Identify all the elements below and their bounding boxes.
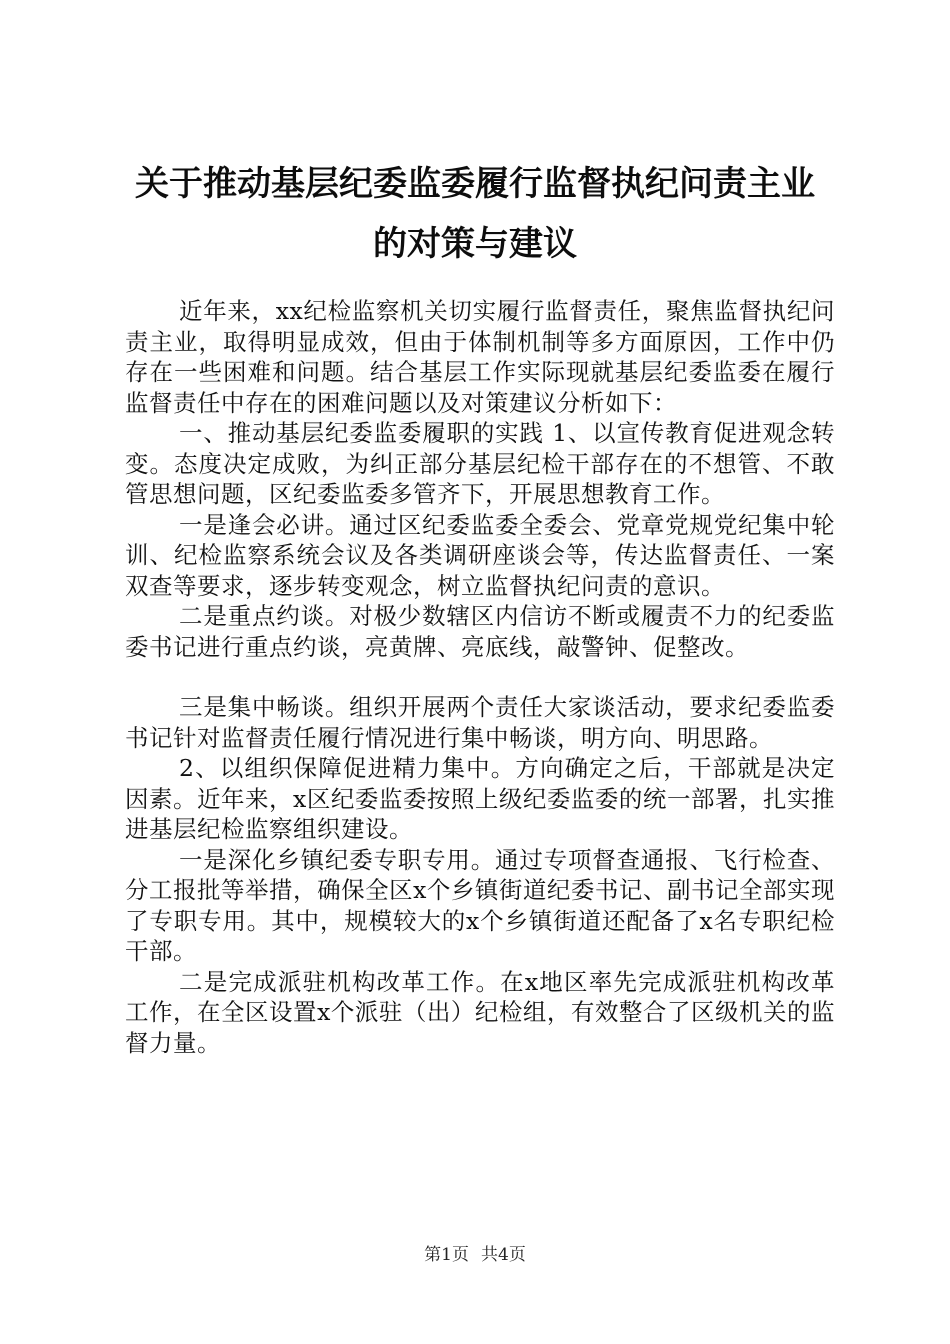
paragraph-section-2: 2、以组织保障促进精力集中。方向确定之后，干部就是决定因素。近年来，x区纪委监委按照上级纪委监委的统一部署，扎实推进基层纪检监察组织建设。 (125, 754, 835, 843)
page-total: 共4页 (481, 1245, 526, 1265)
paragraph-intro: 近年来，xx纪检监察机关切实履行监督责任，聚焦监督执纪问责主业，取得明显成效，但由于体制机制等多方面原因，工作中仍存在一些困难和问题。结合基层工作实际现就基层纪委监委在履行监督责任中存在的困难问题以及对策建议分析如下： (125, 297, 835, 417)
paragraph-item-4: 一是深化乡镇纪委专职专用。通过专项督查通报、飞行检查、分工报批等举措，确保全区x个乡镇街道纪委书记、副书记全部实现了专职专用。其中，规模较大的x个乡镇街道还配备了x名专职纪检干部。 (125, 845, 835, 965)
paragraph-item-3: 三是集中畅谈。组织开展两个责任大家谈活动，要求纪委监委书记针对监督责任履行情况进行集中畅谈，明方向、明思路。 (125, 693, 835, 752)
paragraph-item-5: 二是完成派驻机构改革工作。在x地区率先完成派驻机构改革工作，在全区设置x个派驻（出）纪检组，有效整合了区级机关的监督力量。 (125, 967, 835, 1057)
paragraph-section-1: 一、推动基层纪委监委履职的实践 1、以宣传教育促进观念转变。态度决定成败，为纠正部分基层纪检干部存在的不想管、不敢管思想问题，区纪委监委多管齐下，开展思想教育工作。 (125, 419, 835, 508)
page-footer (0, 1240, 950, 1265)
document-title-line1: 关于推动基层纪委监委履行监督执纪问责主业 (135, 164, 815, 204)
paragraph-item-2: 二是重点约谈。对极少数辖区内信访不断或履责不力的纪委监委书记进行重点约谈，亮黄牌、亮底线，敲警钟、促整改。 (125, 602, 835, 661)
page-number: 第1页 (424, 1245, 469, 1265)
paragraph-item-1: 一是逢会必讲。通过区纪委监委全委会、党章党规党纪集中轮训、纪检监察系统会议及各类调研座谈会等，传达监督责任、一案双查等要求，逐步转变观念，树立监督执纪问责的意识。 (125, 510, 835, 600)
document-title-line2: 的对策与建议 (373, 224, 577, 264)
document-body (125, 296, 835, 1058)
